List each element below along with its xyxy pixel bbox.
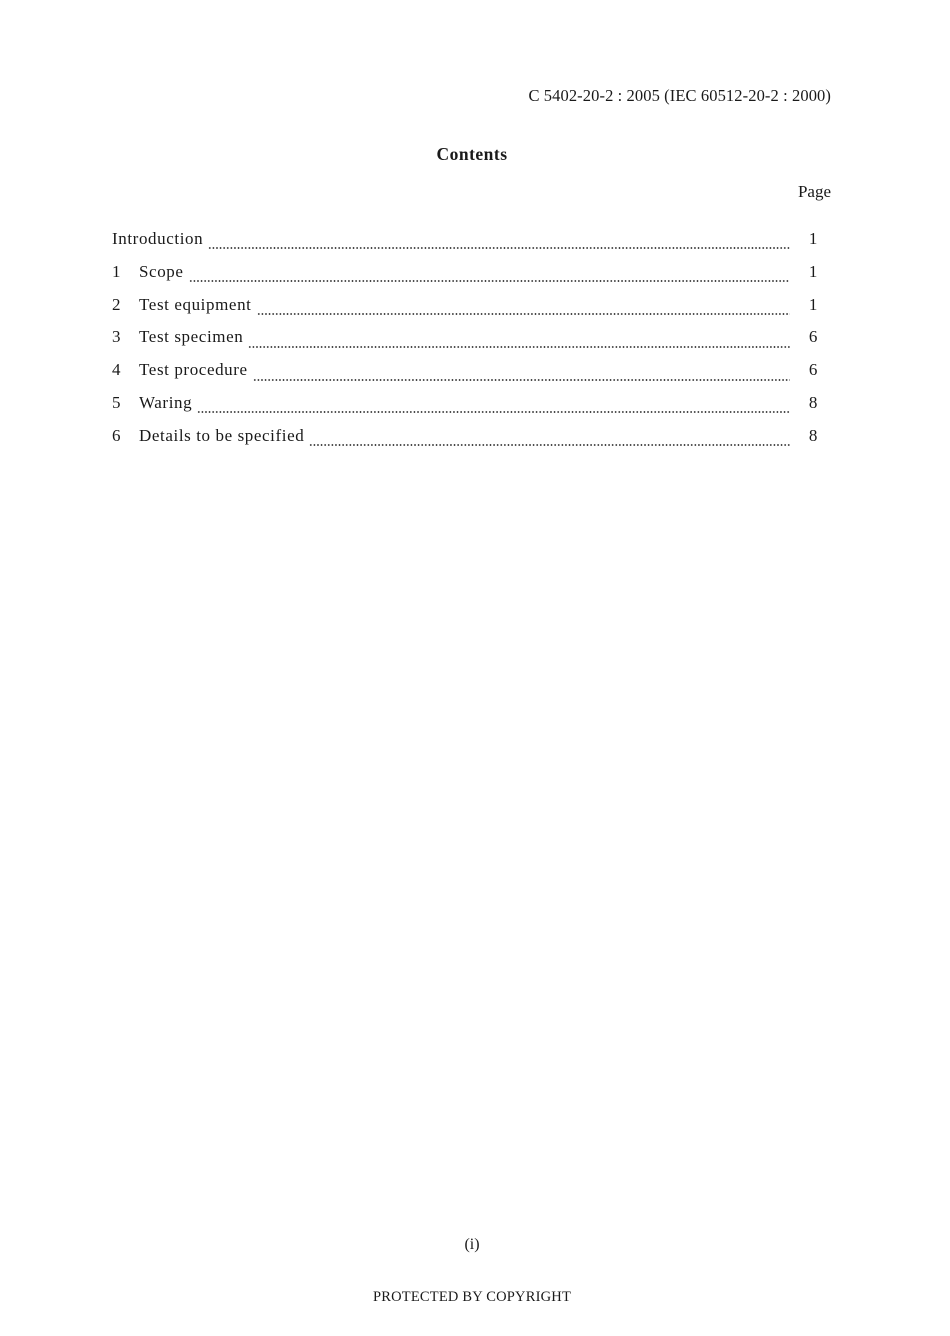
toc-entry-title: Test equipment [139, 294, 252, 314]
toc-entry-page: 1 [808, 294, 818, 314]
dot-leader [257, 313, 791, 315]
table-of-contents [112, 229, 820, 459]
dot-leader [208, 247, 790, 249]
toc-entry-title: Details to be specified [139, 425, 305, 445]
toc-entry-test-equipment[interactable] [112, 295, 820, 328]
toc-entry-page: 1 [808, 229, 818, 248]
toc-entry-number: 6 [112, 425, 122, 445]
toc-entry-scope[interactable] [112, 262, 820, 295]
copyright-notice: PROTECTED BY COPYRIGHT [372, 1289, 571, 1305]
toc-entry-number: 3 [112, 327, 122, 347]
toc-entry-waring[interactable] [112, 393, 820, 426]
toc-entry-introduction[interactable] [112, 229, 820, 262]
toc-entry-title: Test specimen [139, 327, 244, 347]
dot-leader [189, 280, 790, 282]
toc-entry-test-procedure[interactable] [112, 360, 820, 393]
page-number: (i) [464, 1236, 480, 1253]
toc-entry-page: 6 [808, 360, 818, 380]
toc-entry-page: 6 [808, 327, 818, 347]
toc-entry-page: 1 [808, 261, 818, 281]
contents-title: Contents [436, 144, 508, 164]
dot-leader [248, 346, 790, 348]
dot-leader [197, 411, 790, 413]
toc-entry-number: 2 [112, 294, 122, 314]
page-column-label: Page [797, 182, 831, 201]
toc-entry-number: 5 [112, 392, 122, 412]
toc-entry-number: 1 [112, 261, 122, 281]
toc-entry-page: 8 [808, 392, 818, 412]
toc-entry-title: Test procedure [139, 360, 248, 380]
document-header: C 5402-20-2 : 2005 (IEC 60512-20-2 : 2000) [528, 86, 831, 105]
toc-entry-title: Introduction [112, 229, 204, 248]
toc-entry-number: 4 [112, 360, 122, 380]
toc-entry-page: 8 [808, 425, 818, 445]
toc-entry-title: Waring [139, 392, 193, 412]
toc-entry-title: Scope [139, 261, 184, 281]
toc-entry-details-to-be-specified[interactable] [112, 426, 820, 459]
toc-entry-test-specimen[interactable] [112, 327, 820, 360]
dot-leader [309, 444, 790, 446]
dot-leader [253, 379, 790, 381]
